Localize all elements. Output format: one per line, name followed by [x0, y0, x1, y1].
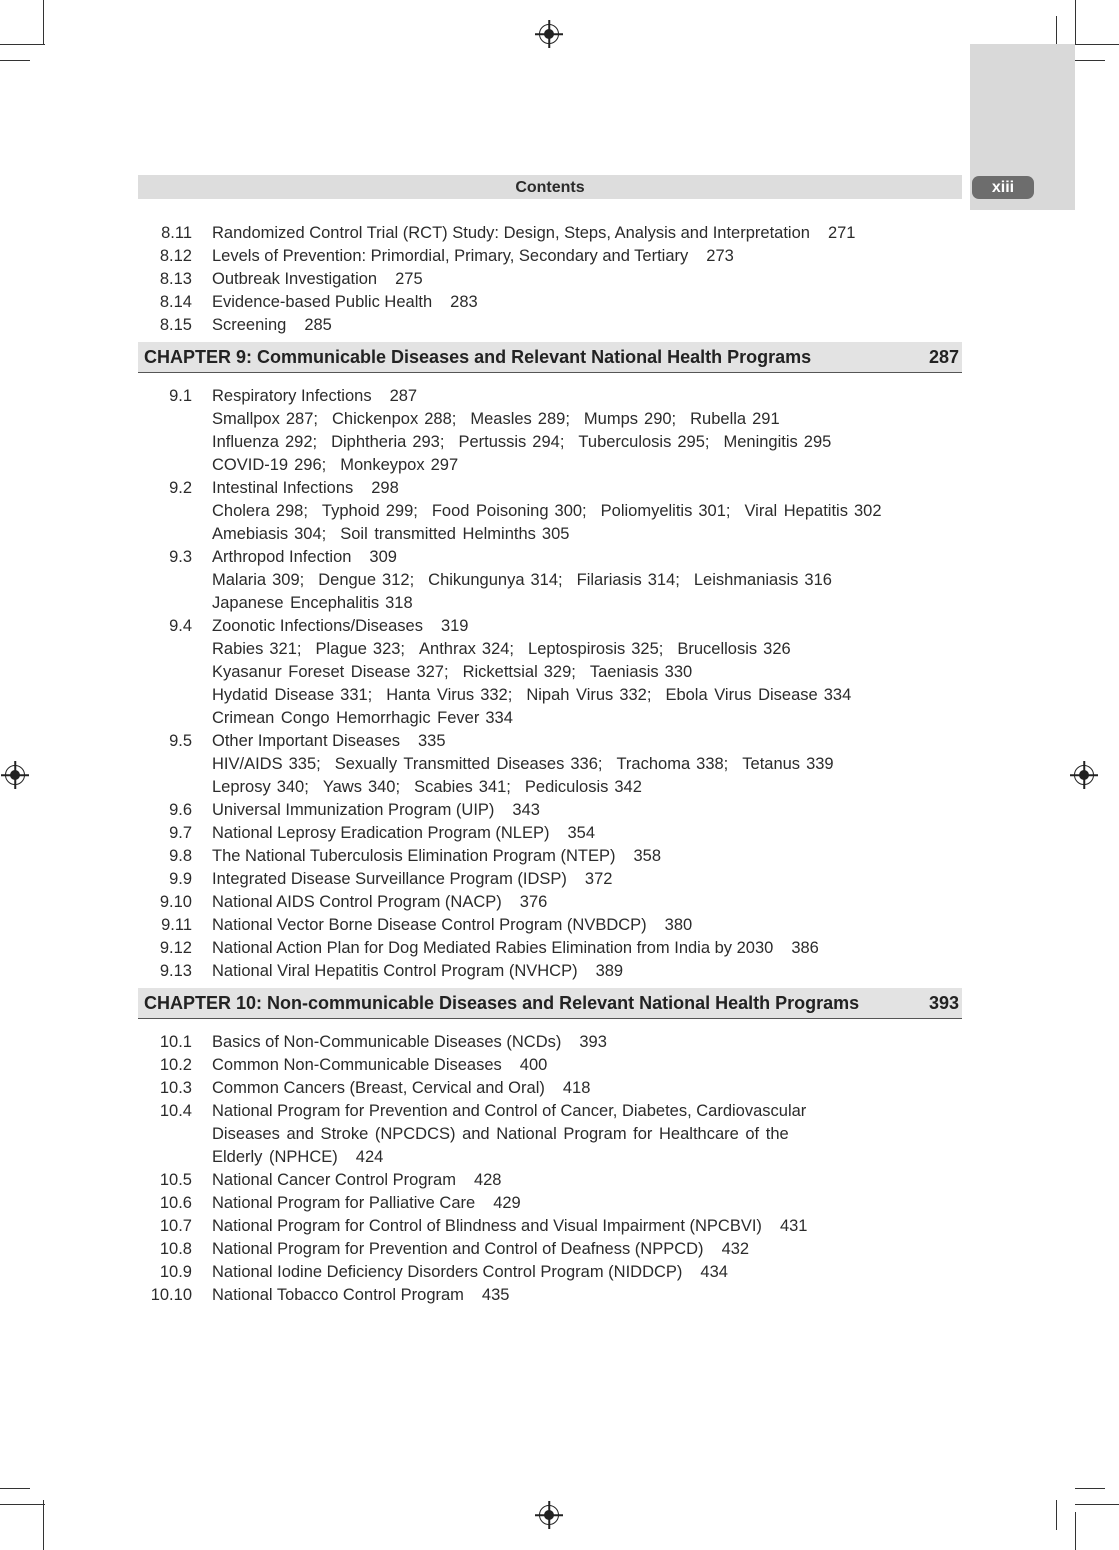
subtopic [690, 410, 780, 428]
entry-page: 432 [721, 1240, 750, 1258]
subtopic-line [138, 776, 962, 799]
subtopic-page: 298; [275, 502, 308, 520]
entry-title: National Viral Hepatitis Control Program (NVHCP) 389 [212, 962, 624, 980]
subtopic-page: 314; [530, 571, 563, 589]
running-header: Contents [138, 175, 962, 199]
entry-number: 8.14 [159, 293, 192, 311]
chapter-title: CHAPTER 10: Non-communicable Diseases and Relevant National Health Programs [144, 993, 860, 1013]
entry-number: 10.3 [159, 1079, 192, 1097]
subtopic [665, 686, 851, 704]
entry-title: National Program for Prevention and Control of Deafness (NPPCD) 432 [212, 1240, 750, 1258]
subtopic [577, 571, 680, 589]
subtopic-page: 304; [294, 525, 327, 543]
subtopic-line [138, 454, 962, 477]
spacer [138, 1019, 962, 1031]
subtopic [323, 778, 400, 796]
entry-number: 10.8 [159, 1240, 192, 1258]
subtopic [458, 433, 564, 451]
subtopic-page: 299; [385, 502, 418, 520]
subtopic [316, 640, 406, 658]
subtopic [212, 433, 317, 451]
subtopic-name: Nipah Virus [526, 686, 614, 704]
subtopic-page: 316 [804, 571, 832, 589]
subtopic-page: 339 [806, 755, 834, 773]
toc-entry [138, 291, 962, 314]
subtopic [212, 594, 413, 612]
toc-entry [138, 1192, 962, 1215]
subtopic [742, 755, 833, 773]
toc-entry [138, 385, 962, 408]
subtopic-page: 341; [478, 778, 511, 796]
subtopic [584, 410, 676, 428]
subtopic-line [138, 661, 962, 684]
subtopic-name: Japanese Encephalitis [212, 594, 380, 612]
crop-mark [1056, 16, 1057, 46]
entry-page: 275 [395, 270, 423, 288]
subtopic-name: Amebiasis [212, 525, 289, 543]
entry-number: 9.2 [169, 479, 192, 497]
toc-entry [138, 615, 962, 638]
subtopic-name: Smallpox [212, 410, 280, 428]
subtopic-page: 336; [570, 755, 603, 773]
subtopic-name: Typhoid [321, 502, 380, 520]
entry-title: Common Non-Communicable Diseases 400 [212, 1056, 548, 1074]
entry-page: 309 [369, 548, 397, 566]
subtopic [212, 686, 372, 704]
crop-mark [1075, 1512, 1076, 1550]
subtopic-name: Rubella [690, 410, 747, 428]
subtopic [463, 663, 576, 681]
entry-title: Outbreak Investigation 275 [212, 270, 423, 288]
subtopic-name: Brucellosis [677, 640, 758, 658]
subtopic-name: Filariasis [576, 571, 642, 589]
spacer [138, 373, 962, 385]
subtopic-name: Rabies [212, 640, 264, 658]
subtopic-line [138, 431, 962, 454]
chapter-heading [138, 988, 962, 1019]
toc-entry [138, 914, 962, 937]
crop-mark [1075, 1488, 1105, 1489]
entry-page: 428 [473, 1171, 502, 1189]
entry-number: 8.15 [159, 316, 192, 334]
entry-page: 335 [418, 732, 446, 750]
subtopic [694, 571, 832, 589]
entry-title: Randomized Control Trial (RCT) Study: Design, Steps, Analysis and Interpretation 271 [212, 224, 856, 242]
entry-continuation: Diseases and Stroke (NPCDCS) and National Program for Healthcare of the [212, 1125, 789, 1143]
toc-entry [138, 891, 962, 914]
entry-page: 435 [481, 1286, 510, 1304]
subtopic [744, 502, 881, 520]
entry-title: Zoonotic Infections/Diseases 319 [212, 617, 469, 635]
toc-entry [138, 222, 962, 245]
subtopic-line [138, 569, 962, 592]
entry-number: 9.9 [169, 870, 192, 888]
subtopic-name: Malaria [212, 571, 267, 589]
entry-title: Respiratory Infections 287 [212, 387, 418, 405]
subtopic-name: Rickettsial [462, 663, 538, 681]
entry-title: Screening 285 [212, 316, 332, 334]
subtopic-page: 326 [763, 640, 791, 658]
subtopic [318, 571, 414, 589]
entry-number: 9.7 [169, 824, 192, 842]
toc-entry [138, 314, 962, 337]
crop-mark [43, 1500, 44, 1550]
registration-mark-icon [539, 1505, 559, 1525]
subtopic-page: 295; [677, 433, 710, 451]
registration-mark-icon [539, 24, 559, 44]
subtopic-page: 338; [696, 755, 729, 773]
page-number-badge: xiii [972, 176, 1034, 199]
toc-entry [138, 1077, 962, 1100]
entry-page: 389 [595, 962, 624, 980]
subtopic [428, 571, 562, 589]
entry-page: 429 [493, 1194, 521, 1212]
subtopic-name: Chickenpox [332, 410, 419, 428]
subtopic-page: 318 [385, 594, 413, 612]
subtopic-name: Pediculosis [524, 778, 609, 796]
entry-title: Evidence-based Public Health 283 [212, 293, 478, 311]
entry-number: 10.6 [159, 1194, 192, 1212]
subtopic-page: 312; [382, 571, 415, 589]
entry-page: 376 [519, 893, 548, 911]
entry-title: National Leprosy Eradication Program (NLEP) 354 [212, 824, 596, 842]
subtopic-page: 321; [269, 640, 302, 658]
subtopic-page: 301; [698, 502, 731, 520]
entry-page: 319 [440, 617, 469, 635]
chapter-page: 393 [928, 993, 959, 1013]
crop-mark [43, 0, 44, 45]
entry-title: National Iodine Deficiency Disorders Control Program (NIDDCP) 434 [212, 1263, 728, 1281]
toc-entry [138, 268, 962, 291]
entry-page: 431 [779, 1217, 808, 1235]
crop-mark [0, 44, 45, 45]
subtopic-page: 332; [619, 686, 652, 704]
toc-entry [138, 1215, 962, 1238]
subtopic [322, 502, 418, 520]
subtopic-page: 342 [614, 778, 642, 796]
entry-title: Arthropod Infection 309 [212, 548, 397, 566]
entry-page: 298 [371, 479, 399, 497]
entry-title: Integrated Disease Surveillance Program (IDSP) 372 [212, 870, 613, 888]
subtopic [212, 525, 326, 543]
entry-page: 424 [355, 1148, 384, 1166]
subtopic-line [138, 707, 962, 730]
subtopic-page: 340; [276, 778, 309, 796]
subtopic-name: Yaws [322, 778, 362, 796]
subtopic-name: Measles [470, 410, 532, 428]
entry-page: 386 [791, 939, 819, 957]
entry-title: National Tobacco Control Program 435 [212, 1286, 510, 1304]
subtopic [526, 686, 651, 704]
subtopic-page: 292; [284, 433, 318, 451]
entry-number: 9.10 [159, 893, 192, 911]
subtopic [677, 640, 790, 658]
subtopic-name: Diphtheria [331, 433, 407, 451]
subtopic-page: 332; [480, 686, 513, 704]
entry-page: 287 [389, 387, 418, 405]
entry-title: National Program for Palliative Care 429 [212, 1194, 521, 1212]
subtopic-name: Food Poisoning [431, 502, 549, 520]
entry-page: 418 [562, 1079, 591, 1097]
subtopic-name: Leptospirosis [528, 640, 626, 658]
entry-number: 8.11 [161, 224, 192, 242]
subtopic-name: Influenza [212, 433, 279, 451]
entry-number: 10.7 [159, 1217, 192, 1235]
subtopic-page: 334 [485, 709, 513, 727]
subtopic-page: 334 [823, 686, 852, 704]
entry-number: 9.5 [169, 732, 192, 750]
subtopic-page: 330 [664, 663, 693, 681]
subtopic-page: 335; [288, 755, 321, 773]
crop-mark [1075, 60, 1105, 61]
entry-page: 273 [706, 247, 734, 265]
subtopic [332, 410, 456, 428]
subtopic-name: Sexually Transmitted Diseases [334, 755, 565, 773]
crop-mark [1056, 1500, 1057, 1530]
subtopic-name: Dengue [318, 571, 377, 589]
entry-number: 9.6 [169, 801, 192, 819]
toc-entry [138, 960, 962, 983]
crop-mark [1075, 0, 1076, 45]
subtopic-name: Ebola Virus Disease [665, 686, 818, 704]
subtopic-name: Soil transmitted Helminths [340, 525, 536, 543]
entry-page: 283 [450, 293, 478, 311]
subtopic-name: Pertussis [458, 433, 527, 451]
entry-title: Common Cancers (Breast, Cervical and Oral) 418 [212, 1079, 591, 1097]
subtopic [212, 778, 309, 796]
subtopic-line [138, 523, 962, 546]
entry-title: National Program for Control of Blindness and Visual Impairment (NPCBVI) 431 [212, 1217, 808, 1235]
subtopic [212, 709, 513, 727]
registration-mark-icon [5, 765, 25, 785]
toc-entry [138, 1169, 962, 1192]
toc-entry [138, 1054, 962, 1077]
subtopic [331, 433, 444, 451]
toc-entry [138, 845, 962, 868]
subtopic-name: Crimean Congo Hemorrhagic Fever [212, 709, 480, 727]
subtopic [340, 525, 569, 543]
subtopic-page: 289; [537, 410, 570, 428]
subtopic-page: 323; [372, 640, 406, 658]
toc-entry [138, 868, 962, 891]
subtopic [212, 663, 449, 681]
subtopic [212, 456, 326, 474]
entry-number: 9.11 [161, 916, 192, 934]
entry-page: 400 [519, 1056, 548, 1074]
entry-page: 358 [633, 847, 662, 865]
entry-title: Other Important Diseases 335 [212, 732, 446, 750]
entry-page: 372 [584, 870, 613, 888]
subtopic-page: 324; [481, 640, 515, 658]
entry-number: 8.13 [159, 270, 192, 288]
entry-number: 9.13 [159, 962, 192, 980]
subtopic-name: Mumps [583, 410, 639, 428]
entry-number: 9.4 [169, 617, 192, 635]
subtopic-page: 340; [367, 778, 401, 796]
subtopic-line [138, 753, 962, 776]
subtopic-page: 314; [647, 571, 680, 589]
entry-title: National Vector Borne Disease Control Program (NVBDCP) 380 [212, 916, 693, 934]
subtopic-page: 290; [644, 410, 677, 428]
subtopic-name: Leprosy [212, 778, 271, 796]
subtopic-page: 296; [294, 456, 327, 474]
subtopic-line [138, 684, 962, 707]
subtopic-page: 327; [416, 663, 449, 681]
subtopic-page: 287; [285, 410, 318, 428]
subtopic-name: Hydatid Disease [212, 686, 335, 704]
subtopic-page: 288; [424, 410, 457, 428]
entry-number: 10.4 [159, 1102, 192, 1120]
crop-mark [0, 1488, 30, 1489]
subtopic-page: 293; [412, 433, 445, 451]
subtopic-name: Monkeypox [340, 456, 425, 474]
toc-entry [138, 1100, 962, 1123]
subtopic-line [138, 408, 962, 431]
subtopic-name: Plague [315, 640, 367, 658]
subtopic-name: Chikungunya [428, 571, 525, 589]
chapter-heading [138, 342, 962, 373]
subtopic [470, 410, 570, 428]
subtopic [340, 456, 458, 474]
subtopic [212, 410, 318, 428]
toc-entry [138, 937, 962, 960]
toc-entry [138, 799, 962, 822]
table-of-contents [138, 222, 962, 1307]
subtopic-page: 329; [543, 663, 576, 681]
entry-page: 354 [567, 824, 596, 842]
subtopic-page: 305 [541, 525, 570, 543]
subtopic-name: Hanta Virus [386, 686, 475, 704]
subtopic [590, 663, 692, 681]
entry-title: National Program for Prevention and Control of Cancer, Diabetes, Cardiovascular [212, 1102, 807, 1120]
subtopic-name: Kyasanur Foreset Disease [212, 663, 411, 681]
subtopic-name: Poliomyelitis [600, 502, 693, 520]
subtopic-name: COVID-19 [212, 456, 289, 474]
toc-entry [138, 1031, 962, 1054]
subtopic-name: Cholera [212, 502, 270, 520]
crop-mark [1075, 1504, 1119, 1505]
registration-mark-icon [1074, 765, 1094, 785]
subtopic-name: Leishmaniasis [693, 571, 799, 589]
entry-page: 285 [304, 316, 332, 334]
subtopic [601, 502, 731, 520]
subtopic [212, 571, 304, 589]
chapter-page: 287 [928, 347, 959, 367]
entry-continuation: Elderly (NPHCE) 424 [212, 1148, 384, 1166]
subtopic-line [138, 638, 962, 661]
entry-number: 9.8 [169, 847, 192, 865]
entry-page: 380 [664, 916, 693, 934]
subtopic-page: 309; [272, 571, 305, 589]
crop-mark [0, 60, 30, 61]
subtopic-name: Trachoma [616, 755, 691, 773]
subtopic [525, 778, 642, 796]
subtopic [419, 640, 514, 658]
entry-title: Intestinal Infections 298 [212, 479, 399, 497]
subtopic [335, 755, 603, 773]
subtopic [212, 640, 302, 658]
subtopic-page: 295 [803, 433, 832, 451]
subtopic-name: Meningitis [723, 433, 798, 451]
entry-number: 10.2 [159, 1056, 192, 1074]
toc-entry [138, 1284, 962, 1307]
subtopic [723, 433, 831, 451]
entry-number: 9.1 [169, 387, 192, 405]
entry-title: National Action Plan for Dog Mediated Rabies Elimination from India by 2030 386 [212, 939, 819, 957]
subtopic-name: Taeniasis [589, 663, 659, 681]
entry-page: 271 [827, 224, 856, 242]
subtopic-name: HIV/AIDS [212, 755, 283, 773]
subtopic-name: Anthrax [419, 640, 476, 658]
subtopic [212, 502, 308, 520]
toc-entry [138, 1261, 962, 1284]
subtopic-page: 291 [752, 410, 780, 428]
subtopic [578, 433, 709, 451]
subtopic [414, 778, 511, 796]
subtopic-page: 331; [340, 686, 373, 704]
subtopic-name: Tuberculosis [578, 433, 672, 451]
subtopic-page: 297 [430, 456, 459, 474]
entry-title: Levels of Prevention: Primordial, Primary, Secondary and Tertiary 273 [212, 247, 734, 265]
subtopic [212, 755, 321, 773]
subtopic-name: Tetanus [742, 755, 801, 773]
entry-number: 8.12 [159, 247, 192, 265]
subtopic [528, 640, 663, 658]
subtopic-line [138, 592, 962, 615]
subtopic-page: 300; [554, 502, 587, 520]
toc-entry [138, 822, 962, 845]
toc-entry [138, 730, 962, 753]
entry-number: 10.10 [150, 1286, 192, 1304]
subtopic-page: 302 [853, 502, 882, 520]
entry-title: Basics of Non-Communicable Diseases (NCDs) 393 [212, 1033, 607, 1051]
crop-mark [0, 1504, 45, 1505]
entry-title: Universal Immunization Program (UIP) 343 [212, 801, 540, 819]
crop-mark [1075, 44, 1119, 45]
entry-page: 343 [512, 801, 540, 819]
entry-title: The National Tuberculosis Elimination Program (NTEP) 358 [212, 847, 662, 865]
entry-number: 9.12 [159, 939, 192, 957]
subtopic [386, 686, 512, 704]
subtopic [616, 755, 728, 773]
toc-entry [138, 245, 962, 268]
entry-page: 393 [579, 1033, 607, 1051]
chapter-title: CHAPTER 9: Communicable Diseases and Relevant National Health Programs [144, 347, 812, 367]
subtopic-name: Viral Hepatitis [744, 502, 848, 520]
subtopic-name: Scabies [414, 778, 473, 796]
subtopic-line [138, 500, 962, 523]
entry-number: 10.5 [159, 1171, 192, 1189]
subtopic [432, 502, 587, 520]
subtopic-page: 294; [532, 433, 565, 451]
toc-entry [138, 1238, 962, 1261]
subtopic-page: 325; [631, 640, 664, 658]
entry-title: National AIDS Control Program (NACP) 376 [212, 893, 548, 911]
toc-entry [138, 546, 962, 569]
toc-entry [138, 477, 962, 500]
entry-title: National Cancer Control Program 428 [212, 1171, 502, 1189]
entry-number: 10.1 [159, 1033, 192, 1051]
entry-number: 10.9 [159, 1263, 192, 1281]
entry-page: 434 [700, 1263, 728, 1281]
entry-number: 9.3 [169, 548, 192, 566]
